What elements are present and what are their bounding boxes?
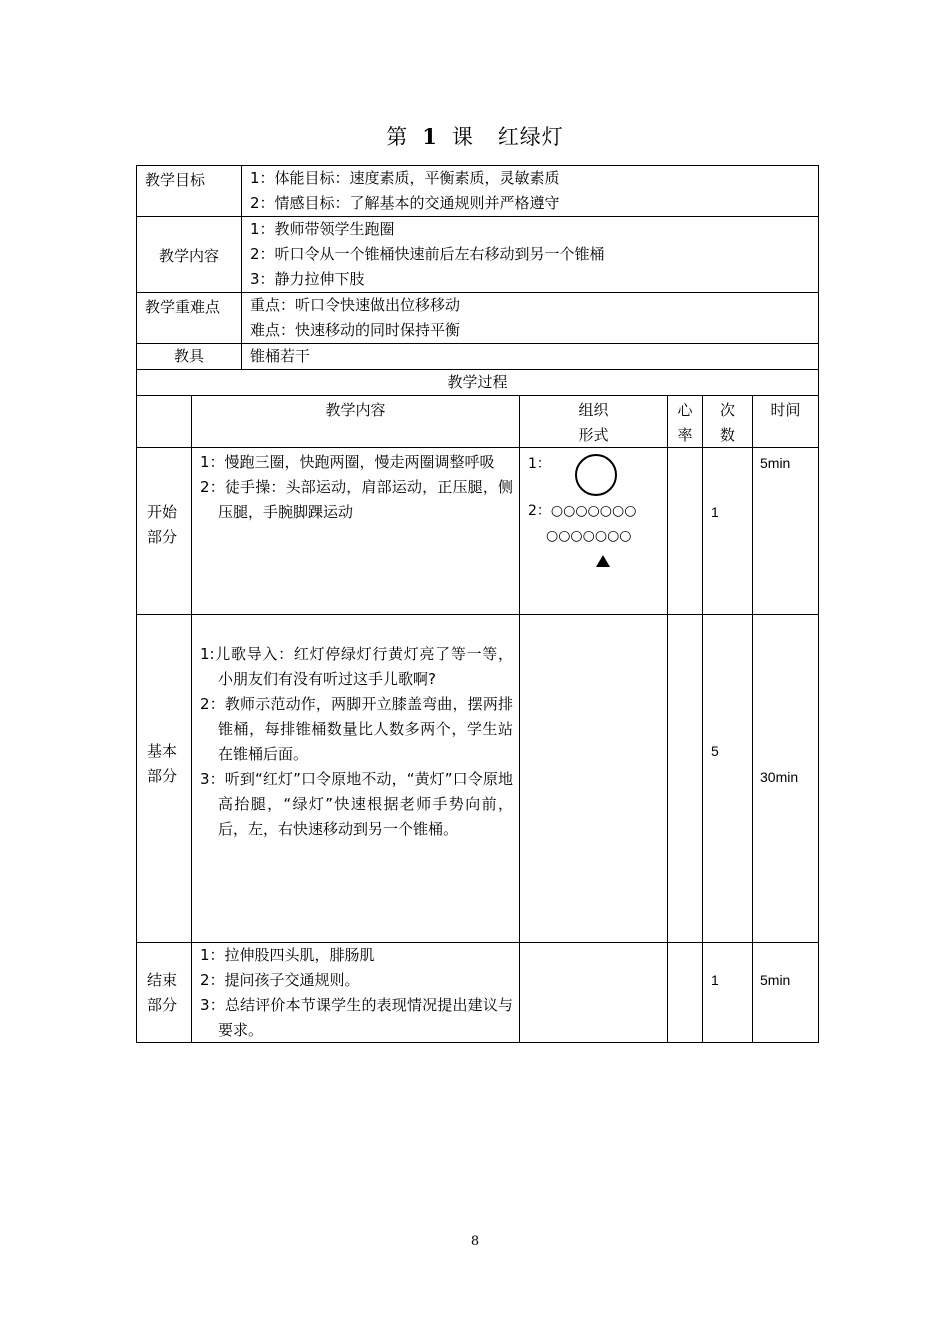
time-value: 5min <box>752 943 818 1042</box>
part-content: 1：拉伸股四头肌，腓肠肌 2：提问孩子交通规则。 3：总结评价本节课学生的表现情况提出建议与要求。 <box>191 943 519 1042</box>
info-label: 教具 <box>173 347 204 365</box>
count-value: 5 <box>702 615 752 942</box>
info-label: 教学内容 <box>158 247 219 265</box>
lesson-plan-table <box>136 165 819 1043</box>
part-content: 1：慢跑三圈，快跑两圈，慢走两圈调整呼吸 2：徒手操：头部运动，肩部运动，正压腿，侧压腿，手腕脚踝运动 <box>191 448 519 614</box>
header-org: 组织 形式 <box>519 396 667 447</box>
org-diagram: 1： 2：○○○○○○○ ○○○○○○○ <box>519 448 667 614</box>
page-title <box>0 121 950 151</box>
info-row-keypoints <box>137 292 818 343</box>
count-value: 1 <box>702 448 752 614</box>
part-content: 1:儿歌导入：红灯停绿灯行黄灯亮了等一等，小朋友们有没有听过这手儿歌啊? 2：教师示范动作，两脚开立膝盖弯曲，摆两排锥桶，每排锥桶数量比人数多两个，学生站在锥桶后面。 3：听到“红灯”口令原地不动，“黄灯”口令原地高抬腿，“绿灯”快速根据老师手势向前，后，左，右快速移动到另一个锥桶。 <box>191 615 519 942</box>
title-prefix: 第 <box>386 125 409 149</box>
part-label: 基本 部分 <box>147 742 178 785</box>
time-value: 30min <box>752 615 818 942</box>
info-line: 重点：听口令快速做出位移移动 <box>250 296 461 314</box>
header-content: 教学内容 <box>191 396 519 447</box>
info-line: 1：体能目标：速度素质，平衡素质，灵敏素质 <box>250 169 560 187</box>
time-value: 5min <box>752 448 818 614</box>
lesson-number: 1 <box>422 124 438 149</box>
page-number: 8 <box>470 1234 480 1249</box>
table-row <box>137 614 818 942</box>
table-row <box>137 447 818 614</box>
header-heart-rate: 心 率 <box>667 396 702 447</box>
info-line: 2：听口令从一个锥桶快速前后左右移动到另一个锥桶 <box>250 245 605 263</box>
part-label: 结束 部分 <box>147 971 178 1014</box>
lesson-name: 红绿灯 <box>497 125 564 149</box>
part-label: 开始 部分 <box>147 503 178 546</box>
process-title-row <box>137 369 818 395</box>
title-suffix: 课 <box>451 125 474 149</box>
info-line: 2：情感目标：了解基本的交通规则并严格遵守 <box>250 194 560 212</box>
info-label: 教学目标 <box>145 171 206 189</box>
header-time: 时间 <box>752 396 818 447</box>
info-row-content <box>137 216 818 292</box>
header-count: 次 数 <box>702 396 752 447</box>
info-line: 难点：快速移动的同时保持平衡 <box>250 321 461 339</box>
section-title: 教学过程 <box>447 373 508 391</box>
info-label: 教学重难点 <box>145 298 221 316</box>
table-row <box>137 942 818 1042</box>
circle-formation-icon <box>575 454 617 496</box>
table-header <box>137 395 818 447</box>
count-value: 1 <box>702 943 752 1042</box>
info-row-goals <box>137 166 818 216</box>
info-row-equipment <box>137 343 818 369</box>
teacher-triangle-icon <box>596 555 610 567</box>
info-line: 1：教师带领学生跑圈 <box>250 220 395 238</box>
info-line: 3：静力拉伸下肢 <box>250 270 365 288</box>
info-line: 锥桶若干 <box>250 347 311 365</box>
